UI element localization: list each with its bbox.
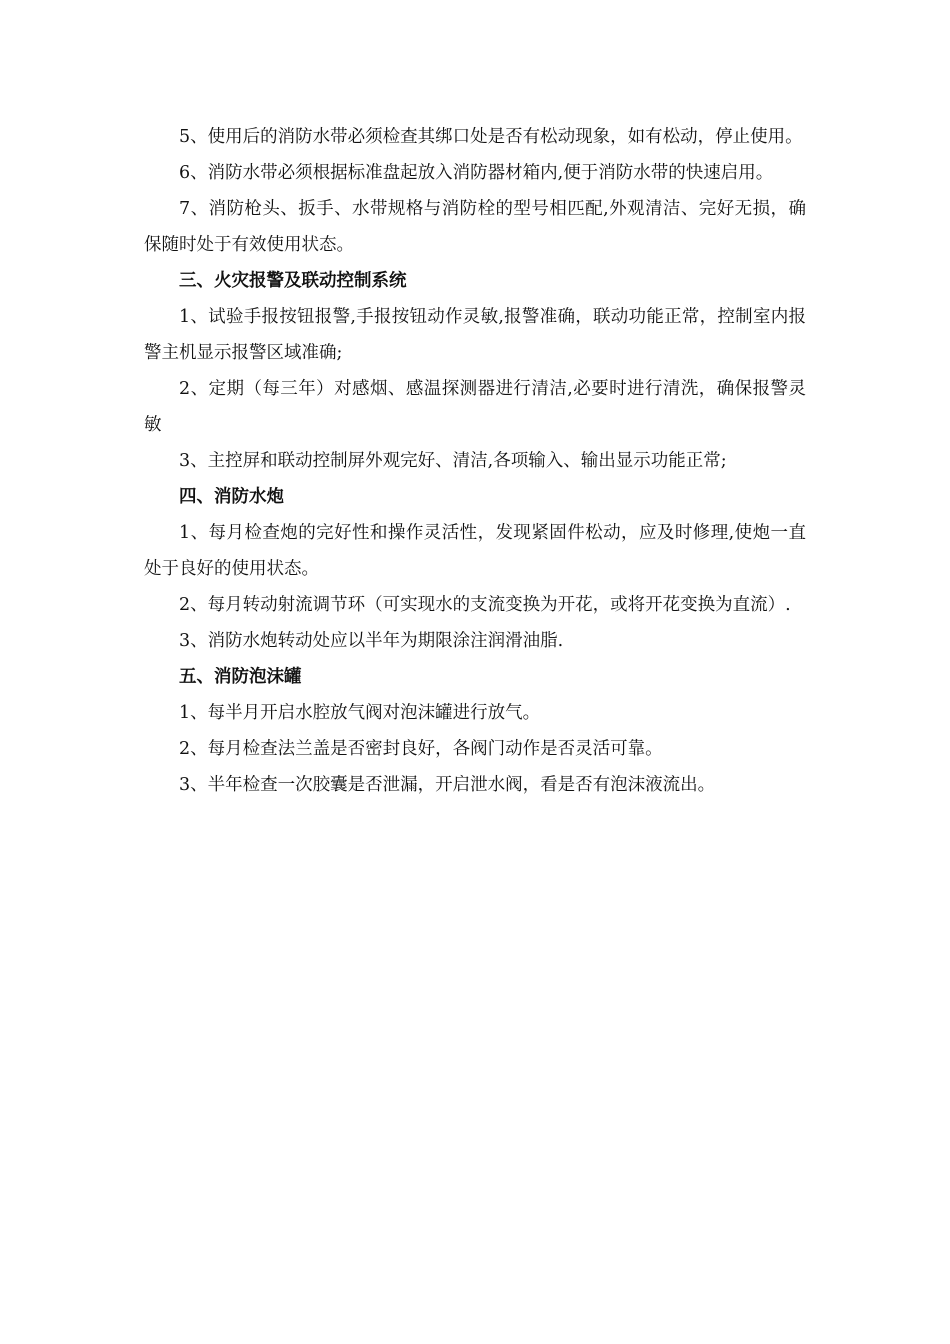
paragraph-item-7: 7、消防枪头、扳手、水带规格与消防栓的型号相匹配,外观清洁、完好无损，确保随时处于有效使用状态。	[144, 199, 806, 255]
section-heading: 三、火灾报警及联动控制系统	[179, 271, 407, 291]
paragraph-item-1: 1、试验手报按钮报警,手报按钮动作灵敏,报警准确，联动功能正常，控制室内报警主机显示报警区域准确;	[144, 307, 806, 363]
paragraph-item-3: 3、消防水炮转动处应以半年为期限涂注润滑油脂.	[179, 631, 564, 651]
paragraph-item-2: 2、每月转动射流调节环（可实现水的支流变换为开花，或将开花变换为直流）.	[179, 595, 791, 615]
section-fire-hose	[144, 119, 806, 263]
section-fire-alarm-system	[144, 263, 806, 479]
paragraph-item-1: 1、每月检查炮的完好性和操作灵活性，发现紧固件松动，应及时修理,使炮一直处于良好的使用状态。	[144, 523, 806, 579]
paragraph-item-5: 5、使用后的消防水带必须检查其绑口处是否有松动现象，如有松动，停止使用。	[179, 127, 803, 147]
section-water-cannon	[144, 479, 806, 659]
document-page	[144, 119, 806, 803]
section-heading: 五、消防泡沫罐	[179, 667, 302, 687]
paragraph-item-2: 2、定期（每三年）对感烟、感温探测器进行清洁,必要时进行清洗，确保报警灵敏	[144, 379, 806, 435]
paragraph-item-6: 6、消防水带必须根据标准盘起放入消防器材箱内,便于消防水带的快速启用。	[179, 163, 774, 183]
paragraph-item-3: 3、半年检查一次胶囊是否泄漏，开启泄水阀，看是否有泡沫液流出。	[179, 775, 716, 795]
section-heading: 四、消防水炮	[179, 487, 284, 507]
paragraph-item-3: 3、主控屏和联动控制屏外观完好、清洁,各项输入、输出显示功能正常;	[179, 451, 727, 471]
paragraph-item-2: 2、每月检查法兰盖是否密封良好，各阀门动作是否灵活可靠。	[179, 739, 663, 759]
section-foam-tank	[144, 659, 806, 803]
paragraph-item-1: 1、每半月开启水腔放气阀对泡沫罐进行放气。	[179, 703, 541, 723]
